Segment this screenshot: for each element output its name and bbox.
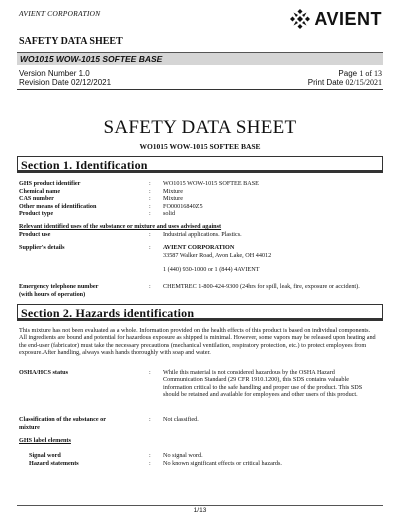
cas-number-value: Mixture: [163, 195, 183, 202]
relevant-uses-heading: Relevant identified uses of the substance or mixture and uses advised against: [19, 223, 222, 230]
colon: :: [149, 202, 151, 210]
logo-wordmark: AVIENT: [314, 8, 382, 29]
ghs-identifier-value: WO1015 WOW-1015 SOFTEE BASE: [163, 180, 259, 187]
emergency-label-line1: Emergency telephone number: [19, 283, 99, 290]
section-1-title: Section 1. Identification: [21, 158, 148, 172]
colon: :: [149, 195, 151, 202]
avient-logo: [290, 8, 382, 30]
classification-value: Not classified.: [163, 416, 199, 423]
footer-page-number: 1/13: [193, 507, 207, 514]
print-label: Print Date: [307, 78, 346, 87]
ghs-label-elements-heading: GHS label elements: [19, 437, 71, 444]
header-divider: [17, 89, 383, 90]
section-1-header: [17, 156, 383, 173]
product-bar: [17, 52, 383, 65]
product-type-label: Product type: [19, 210, 54, 217]
page-label: Page: [338, 69, 360, 78]
osha-status-label: OSHA/HCS status: [19, 369, 68, 376]
print-date: [308, 78, 382, 87]
supplier-label: Supplier's details: [19, 244, 65, 251]
colon: :: [149, 283, 151, 290]
colon: :: [149, 369, 151, 376]
osha-status-value: While this material is not considered hazardous by the OSHA Hazard Communication Standard (29 CFR 1910.1200), this SDS contains valuable information critical to the safe handling and proper use of the product. This SDS should be retained and available for employees and other users of this product.: [163, 369, 363, 399]
product-title: WO1015 WOW-1015 SOFTEE BASE: [139, 142, 261, 151]
revision-date: Revision Date 02/12/2021: [19, 78, 112, 87]
supplier-phone: 1 (440) 930-1000 or 1 (844) 4AVIENT: [163, 266, 260, 273]
version-number: Version Number 1.0: [19, 69, 90, 78]
page-value: 1 of 13: [359, 69, 382, 78]
hazard-statements-label: Hazard statements: [29, 459, 79, 467]
print-value: 02/15/2021: [345, 78, 382, 87]
corporation-name: AVIENT CORPORATION: [19, 9, 101, 18]
colon: :: [149, 210, 151, 217]
chemical-name-value: Mixture: [163, 187, 183, 195]
colon: :: [149, 180, 151, 187]
other-identification-label: Other means of identification: [19, 202, 97, 210]
cas-number-label: CAS number: [19, 195, 54, 202]
product-use-label: Product use: [19, 230, 51, 238]
supplier-address: 33587 Walker Road, Avon Lake, OH 44012: [163, 251, 272, 259]
emergency-value: CHEMTREC 1-800-424-9300 (24hrs for spill, leak, fire, exposure or accident).: [163, 283, 360, 290]
hazards-intro: This mixture has not been evaluated as a whole. Information provided on the health effects of this product is based on individual components. All ingredients are bound and potential for hazardous exposure as shipped is minimal. However, some vapors may be released upon heating and the end-user (fabricator) must take the necessary precautions (mechanical ventilation, respiratory protection, etc.) to protect employees from exposure.After handling, always wash hands thoroughly with soap and water.: [19, 327, 376, 357]
classification-label-line1: Classification of the substance or: [19, 416, 106, 423]
page-title: SAFETY DATA SHEET: [103, 117, 297, 138]
signal-word-value: No signal word.: [163, 452, 203, 459]
page-indicator: [338, 69, 382, 78]
other-identification-value: FO00016840Z5: [163, 202, 203, 210]
footer-divider: [17, 505, 383, 506]
emergency-label-line2: (with hours of operation): [19, 290, 86, 298]
colon: :: [149, 416, 151, 423]
section-2-header: [17, 304, 383, 321]
product-use-value: Industrial applications. Plastics.: [163, 230, 242, 238]
document-type: SAFETY DATA SHEET: [19, 36, 123, 47]
signal-word-label: Signal word: [29, 452, 61, 459]
colon: :: [149, 230, 151, 238]
colon: :: [149, 244, 151, 251]
product-bar-text: WO1015 WOW-1015 SOFTEE BASE: [20, 54, 163, 64]
avient-mark-icon: [290, 9, 310, 29]
ghs-identifier-label: GHS product identifier: [19, 180, 81, 187]
hazard-statements-value: No known significant effects or critical hazards.: [163, 459, 282, 467]
chemical-name-label: Chemical name: [19, 187, 61, 195]
classification-label-line2: mixture: [19, 423, 40, 431]
colon: :: [149, 452, 151, 459]
colon: :: [149, 187, 151, 195]
supplier-name: AVIENT CORPORATION: [163, 244, 235, 251]
product-type-value: solid: [163, 210, 176, 217]
colon: :: [149, 459, 151, 467]
section-2-title: Section 2. Hazards identification: [21, 306, 195, 320]
